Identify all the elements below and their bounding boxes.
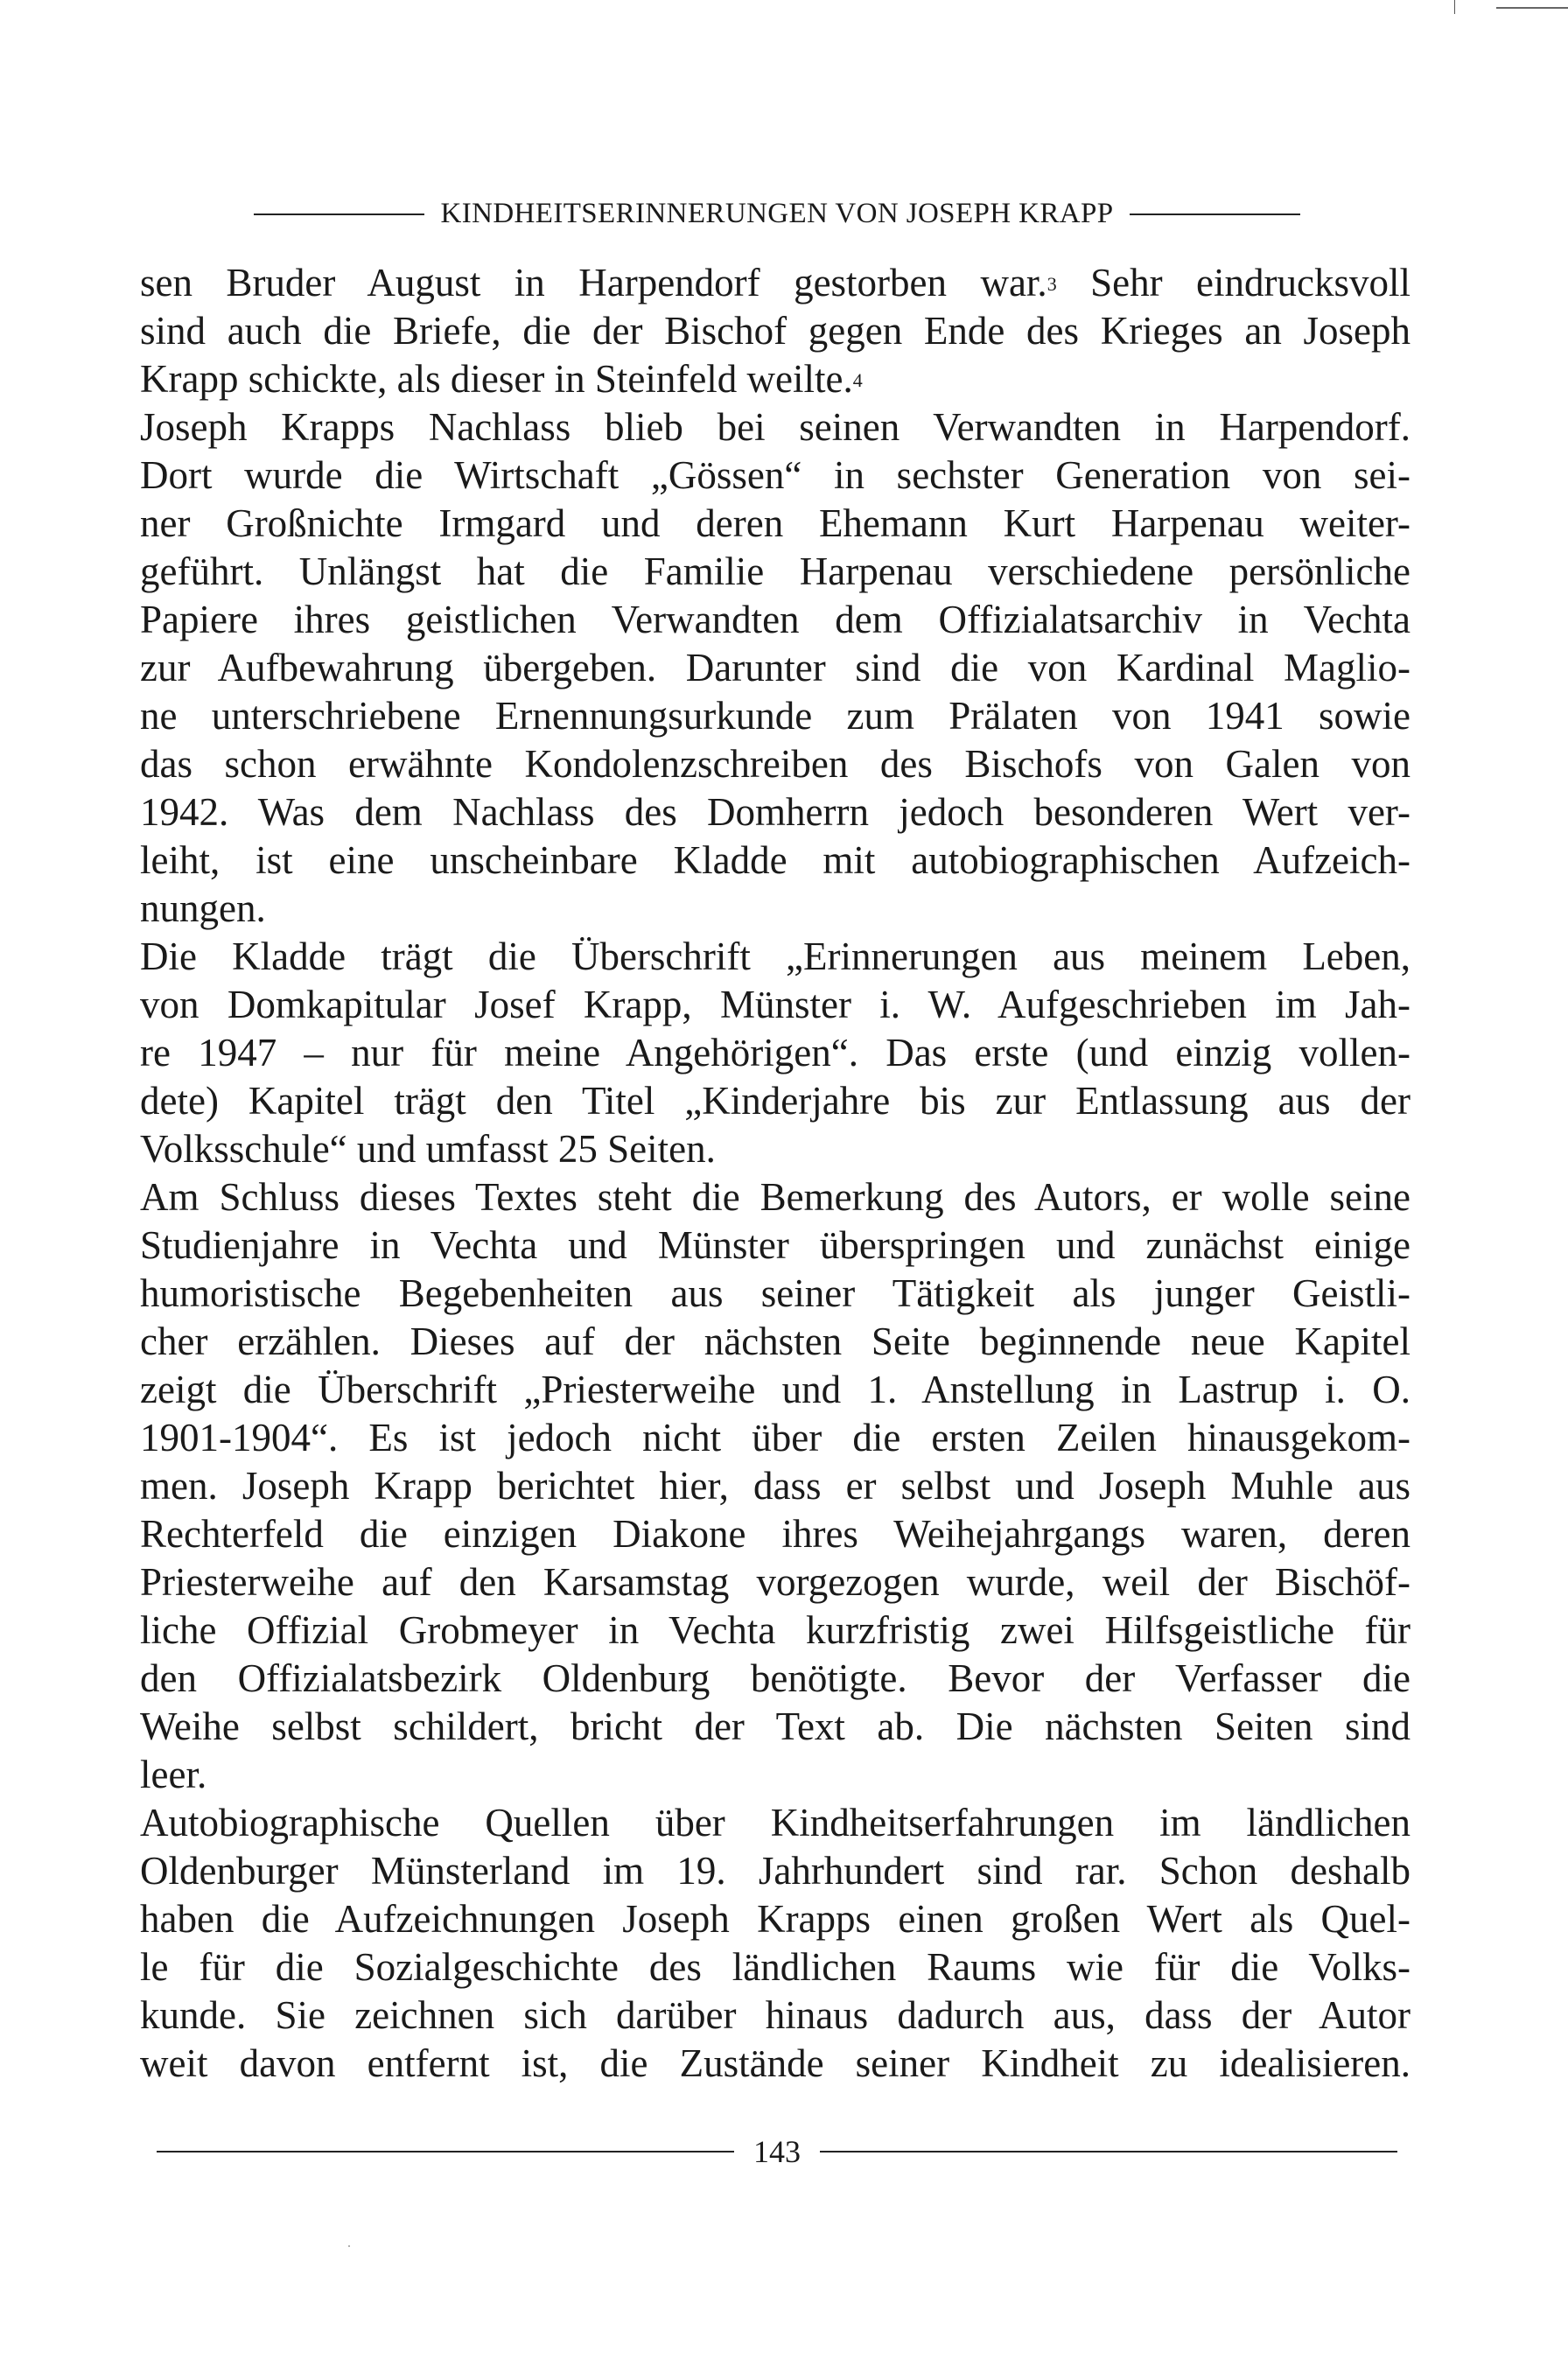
text-line: dete) Kapitel trägt den Titel „Kinderjahre bis zur Entlassung aus der bbox=[140, 1079, 1410, 1123]
text-line: das schon erwähnte Kondolenzschreiben des Bischofs von Galen von bbox=[140, 742, 1410, 786]
text-line: sind auch die Briefe, die der Bischof gegen Ende des Krieges an Joseph bbox=[140, 309, 1410, 353]
text-line: leiht, ist eine unscheinbare Kladde mit autobiographischen Aufzeich- bbox=[140, 838, 1410, 882]
text-line: 1942. Was dem Nachlass des Domherrn jedoch besonderen Wert ver- bbox=[140, 790, 1410, 834]
text-line: le für die Sozialgeschichte des ländlichen Raums wie für die Volks- bbox=[140, 1945, 1410, 1989]
text-line: humoristische Begebenheiten aus seiner Tätigkeit als junger Geistli- bbox=[140, 1271, 1410, 1315]
text-line: Die Kladde trägt die Überschrift „Erinnerungen aus meinem Leben, bbox=[140, 934, 1410, 978]
text-line: Am Schluss dieses Textes steht die Bemerkung des Autors, er wolle seine bbox=[140, 1175, 1410, 1219]
footer-rule-right bbox=[820, 2151, 1397, 2152]
text-line: Oldenburger Münsterland im 19. Jahrhundert sind rar. Schon deshalb bbox=[140, 1849, 1410, 1893]
scan-edge-line bbox=[1496, 7, 1568, 9]
header-rule-left bbox=[254, 214, 424, 215]
text-line: zeigt die Überschrift „Priesterweihe und 1. Anstellung in Lastrup i. O. bbox=[140, 1368, 1410, 1411]
scan-speck bbox=[348, 2245, 350, 2247]
page-number: 143 bbox=[753, 2134, 801, 2169]
text-line: liche Offizial Grobmeyer in Vechta kurzfristig zwei Hilfsgeistliche für bbox=[140, 1608, 1410, 1652]
text-line: men. Joseph Krapp berichtet hier, dass er selbst und Joseph Muhle aus bbox=[140, 1464, 1410, 1508]
page-footer bbox=[140, 2133, 1414, 2170]
footer-rule-left bbox=[157, 2151, 734, 2152]
text-line: den Offizialatsbezirk Oldenburg benötigte. Bevor der Verfasser die bbox=[140, 1656, 1410, 1700]
text-line: Volksschule“ und umfasst 25 Seiten. bbox=[140, 1127, 716, 1171]
body-text bbox=[140, 259, 1410, 2088]
text-line: haben die Aufzeichnungen Joseph Krapps einen großen Wert als Quel- bbox=[140, 1897, 1410, 1941]
text-line: zur Aufbewahrung übergeben. Darunter sind die von Kardinal Maglio- bbox=[140, 646, 1410, 690]
text-line: Papiere ihres geistlichen Verwandten dem Offizialatsarchiv in Vechta bbox=[140, 598, 1410, 641]
text-line: cher erzählen. Dieses auf der nächsten Seite beginnende neue Kapitel bbox=[140, 1320, 1410, 1363]
text-line: ne unterschriebene Ernennungsurkunde zum Prälaten von 1941 sowie bbox=[140, 694, 1410, 738]
text-line: ner Großnichte Irmgard und deren Ehemann Kurt Harpenau weiter- bbox=[140, 501, 1410, 545]
text-line: Weihe selbst schildert, bricht der Text ab. Die nächsten Seiten sind bbox=[140, 1704, 1410, 1748]
text-line: geführt. Unlängst hat die Familie Harpenau verschiedene persönliche bbox=[140, 550, 1410, 593]
text-line: Rechterfeld die einzigen Diakone ihres Weihejahrgangs waren, deren bbox=[140, 1512, 1410, 1556]
text-line: von Domkapitular Josef Krapp, Münster i. W. Aufgeschrieben im Jah- bbox=[140, 983, 1410, 1026]
text-line: weit davon entfernt ist, die Zustände seiner Kindheit zu idealisieren. bbox=[140, 2041, 1410, 2085]
text-line: leer. bbox=[140, 1753, 207, 1796]
text-line: nungen. bbox=[140, 886, 266, 930]
scan-edge-mark bbox=[1454, 0, 1455, 14]
footnote-marker: 4 bbox=[852, 369, 863, 391]
text-line: 1901-1904“. Es ist jedoch nicht über die ersten Zeilen hinausgekom- bbox=[140, 1416, 1410, 1460]
header-rule-right bbox=[1130, 214, 1300, 215]
text-line: Krapp schickte, als dieser in Steinfeld weilte.$^4$ bbox=[140, 357, 863, 401]
text-line: Priesterweihe auf den Karsamstag vorgezogen wurde, weil der Bischöf- bbox=[140, 1560, 1410, 1604]
text-line: Dort wurde die Wirtschaft „Gössen“ in sechster Generation von sei- bbox=[140, 453, 1410, 497]
text-line: Joseph Krapps Nachlass blieb bei seinen Verwandten in Harpendorf. bbox=[140, 405, 1410, 449]
text-line: sen Bruder August in Harpendorf gestorben war.$^3$ Sehr eindrucksvoll bbox=[140, 261, 1411, 304]
running-header-title: KINDHEITSERINNERUNGEN VON JOSEPH KRAPP bbox=[440, 198, 1114, 229]
text-line: Studienjahre in Vechta und Münster überspringen und zunächst einige bbox=[140, 1223, 1410, 1267]
text-line: kunde. Sie zeichnen sich darüber hinaus dadurch aus, dass der Autor bbox=[140, 1993, 1410, 2037]
footnote-marker: 3 bbox=[1046, 273, 1057, 295]
running-header bbox=[140, 198, 1414, 230]
text-line: Autobiographische Quellen über Kindheitserfahrungen im ländlichen bbox=[140, 1801, 1410, 1844]
text-line: re 1947 – nur für meine Angehörigen“. Das erste (und einzig vollen- bbox=[140, 1031, 1410, 1074]
